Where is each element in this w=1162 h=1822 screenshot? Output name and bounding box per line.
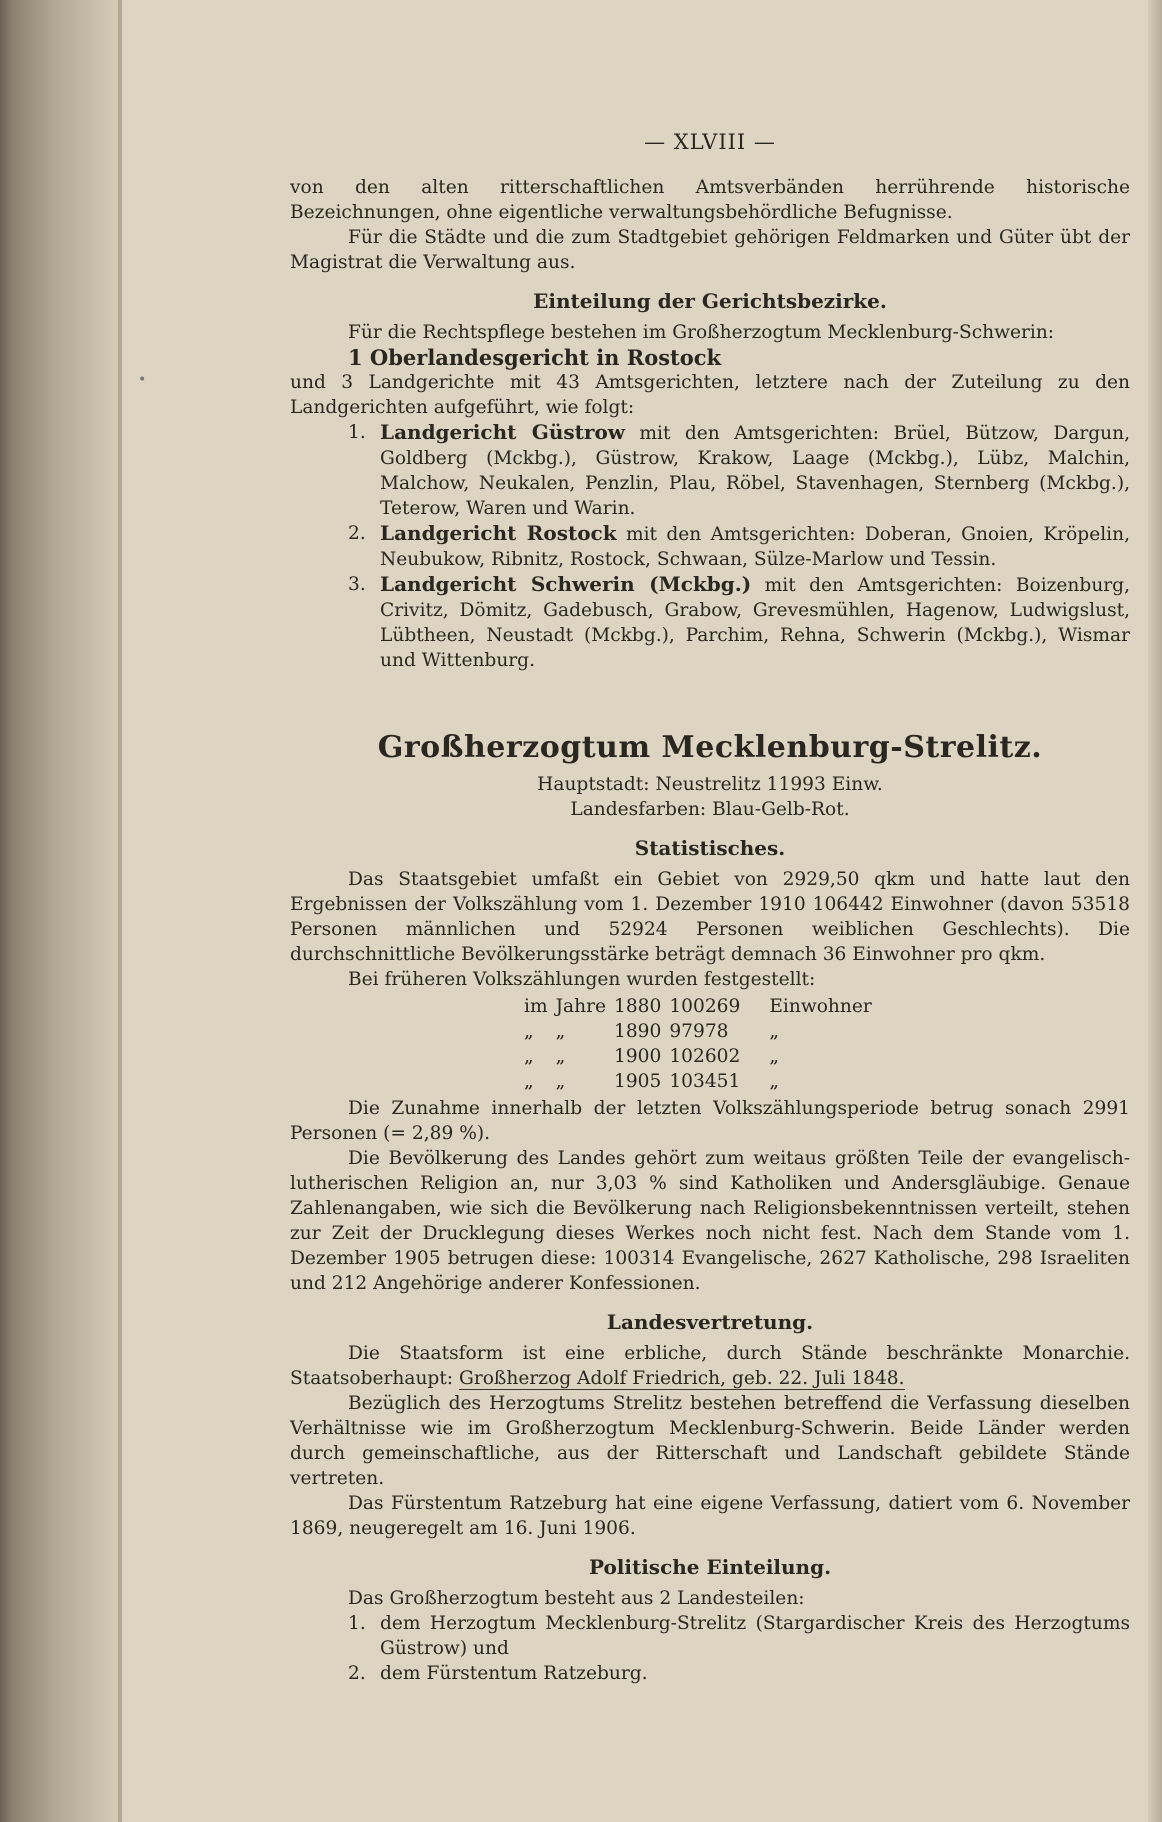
table-row [524,1069,880,1094]
section-heading-courts: Einteilung der Gerichtsbezirke. [533,289,887,313]
list-number: 3. [348,574,366,595]
head-of-state: Großherzog Adolf Friedrich, geb. 22. Juli 1848. [458,1368,905,1389]
representation-paragraph: Bezüglich des Herzogtums Strelitz bestehen betreffend die Verfassung dieselben Verhältnisse wie im Großherzogtum Mecklenburg-Schwerin. Beide Länder werden durch gemeinschaftliche, aus der Ritterschaft und Landschaft gebildete Stände vertreten. [290,1393,1130,1489]
section-heading-political: Politische Einteilung. [588,1555,832,1579]
census-prefix: „ [555,1021,566,1042]
intro-paragraph: Für die Städte und die zum Stadtgebiet gehörigen Feldmarken und Güter übt der Magistrat die Verwaltung aus. [290,227,1130,273]
state-title: Großherzogtum Mecklenburg-Strelitz. [377,730,1043,765]
statistics-paragraph: Die Zunahme innerhalb der letzten Volkszählungsperiode betrug sonach 2991 Personen (= 2,89 %). [290,1098,1130,1144]
census-prefix: im [524,996,548,1017]
list-number: 2. [348,1663,366,1684]
census-unit: „ [769,1021,779,1042]
page-body [290,130,1130,1686]
census-year: 1900 [614,1046,662,1067]
court-name: Landgericht Güstrow [380,420,626,444]
list-item-text: dem Herzogtum Mecklenburg-Strelitz (Stargardischer Kreis des Herzogtums Güstrow) und [380,1613,1130,1659]
list-number: 1. [348,422,366,443]
statistics-paragraph: Bei früheren Volkszählungen wurden festgestellt: [348,969,816,990]
statistics-paragraph: Das Staatsgebiet umfaßt ein Gebiet von 2929,50 qkm und hatte laut den Ergebnissen der Volkszählung vom 1. Dezember 1910 106442 Einwohner (davon 53518 Personen männlichen und 52924 Personen weiblichen Geschlechts). Die durchschnittliche Bevölkerungsstärke beträgt demnach 36 Einwohner pro qkm. [290,869,1130,965]
intro-paragraph: von den alten ritterschaftlichen Amtsverbänden herrührende historische Bezeichnungen, ohne eigentliche verwaltungsbehördliche Befugnisse. [290,177,1130,223]
court-name: Landgericht Schwerin (Mckbg.) [380,572,752,596]
table-row [524,994,880,1019]
page-right-edge [1148,0,1162,1822]
list-item [290,572,1130,673]
court-districts: mit den Amtsgerichten: Brüel, Bützow, Dargun, Goldberg (Mckbg.), Güstrow, Krakow, Laage (Mckbg.), Lübz, Malchin, Malchow, Neukalen, Penzlin, Plau, Röbel, Stavenhagen, Sternberg (Mckbg.), Teterow, Waren und Warin. [380,423,1130,519]
representation-paragraph: Das Fürstentum Ratzeburg hat eine eigene Verfassung, datiert vom 6. November 1869, neugeregelt am 16. Juni 1906. [290,1493,1130,1539]
section-heading-statistics: Statistisches. [634,836,786,860]
courts-after-line: und 3 Landgerichte mit 43 Amtsgerichten, letztere nach der Zuteilung zu den Landgerichten aufgeführt, wie folgt: [290,372,1130,418]
higher-regional-court: 1 Oberlandesgericht in Rostock [348,345,722,370]
list-item [290,1611,1130,1661]
census-value: 100269 [669,996,741,1017]
page-edge [118,0,122,1822]
capital-line: Hauptstadt: Neustrelitz 11993 Einw. [537,774,883,795]
list-item [290,1661,1130,1686]
list-item-text: dem Fürstentum Ratzeburg. [380,1663,648,1684]
statistics-paragraph: Die Bevölkerung des Landes gehört zum weitaus größten Teile der evangelisch-lutherischen Religion an, nur 3,03 % sind Katholiken und Andersgläubige. Genaue Zahlenangaben, wie sich die Bevölkerung nach Religionsbekenntnissen verteilt, stehen zur Zeit der Drucklegung dieses Werkes noch nicht fest. Nach dem Stande vom 1. Dezember 1905 betrugen diese: 100314 Evangelische, 2627 Katholische, 298 Israeliten und 212 Angehörige anderer Konfessionen. [290,1148,1130,1294]
book-binding [0,0,120,1822]
census-value: 102602 [669,1046,741,1067]
court-districts: mit den Amtsgerichten: Boizenburg, Crivitz, Dömitz, Gadebusch, Grabow, Grevesmühlen, Hagenow, Ludwigslust, Lübtheen, Neustadt (Mckbg.), Parchim, Rehna, Schwerin (Mckbg.), Wismar und Wittenburg. [380,575,1130,671]
courts-intro: Für die Rechtspflege bestehen im Großherzogtum Mecklenburg-Schwerin: [348,322,1055,343]
page-number: — XLVIII — [644,130,776,154]
census-prefix: „ [524,1046,534,1067]
list-number: 1. [348,1613,366,1634]
representation-paragraph [290,1341,1130,1391]
list-item [290,521,1130,572]
table-row [524,1044,880,1069]
census-unit: „ [769,1071,779,1092]
census-prefix: „ [524,1021,534,1042]
census-prefix: Jahre [555,996,606,1017]
list-number: 2. [348,523,366,544]
census-year: 1890 [614,1021,662,1042]
census-value: 97978 [669,1021,729,1042]
state-form-text: Die Staatsform ist eine erbliche, durch Stände beschränkte Monarchie. Staatsoberhaupt: [290,1343,1130,1389]
court-name: Landgericht Rostock [380,521,617,545]
state-colors-line: Landesfarben: Blau-Gelb-Rot. [570,799,850,820]
political-intro: Das Großherzogtum besteht aus 2 Landesteilen: [348,1588,805,1609]
court-list [290,420,1130,673]
section-heading-representation: Landesvertretung. [606,1310,814,1334]
political-list [290,1611,1130,1686]
table-row [524,1019,880,1044]
census-value: 103451 [669,1071,741,1092]
list-item [290,420,1130,521]
census-year: 1880 [614,996,662,1017]
court-districts: mit den Amtsgerichten: Doberan, Gnoien, Kröpelin, Neubukow, Ribnitz, Rostock, Schwaan, Sülze-Marlow und Tessin. [380,524,1130,570]
census-prefix: „ [555,1046,566,1067]
census-unit: Einwohner [769,996,872,1017]
census-prefix: „ [555,1071,566,1092]
census-unit: „ [769,1046,779,1067]
census-table [524,994,880,1094]
margin-mark: • [138,372,147,388]
census-prefix: „ [524,1071,534,1092]
census-year: 1905 [614,1071,662,1092]
